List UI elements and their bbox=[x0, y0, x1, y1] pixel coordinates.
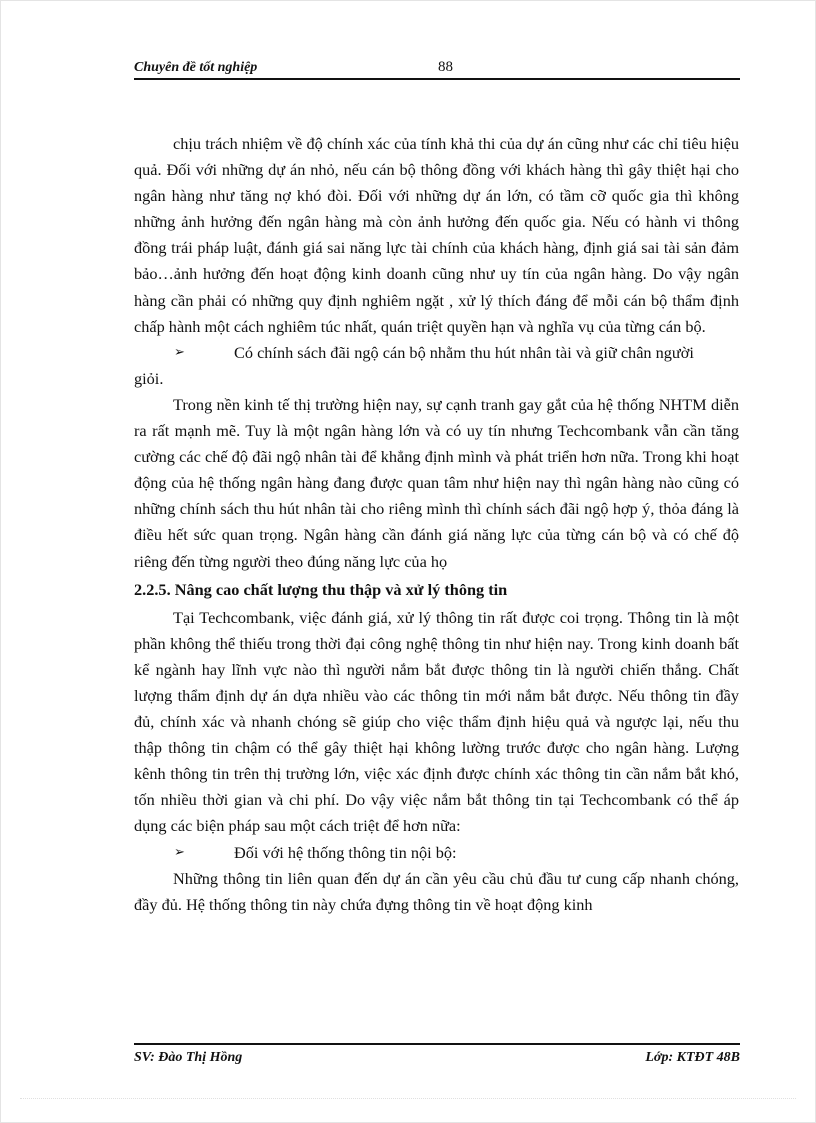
footer-class: Lớp: KTĐT 48B bbox=[645, 1050, 740, 1065]
paragraph-competition: Trong nền kinh tế thị trường hiện nay, sự cạnh tranh gay gắt của hệ thống NHTM diễn ra rất mạnh mẽ. Tuy là một ngân hàng lớn và có uy tín nhưng Techcombank vẫn cần tăng cường các chế độ đãi ngộ nhân tài để khẳng định mình và phát triển hơn nữa. Trong khi hoạt động của hệ thống ngân hàng đang được quan tâm như hiện nay thì ngân hàng nào cũng có những chính sách thu hút nhân tài cho riêng mình thì chính sách đãi ngộ hợp ý, thỏa đáng là điều hết sức quan trọng. Ngân hàng cần đánh giá năng lực của từng cán bộ và có chế độ riêng đến từng người theo đúng năng lực của họ bbox=[134, 394, 739, 571]
bullet-text: Có chính sách đãi ngộ cán bộ nhằm thu hút nhân tài và giữ chân người bbox=[234, 342, 694, 362]
paragraph-project-info: Những thông tin liên quan đến dự án cần yêu cầu chủ đầu tư cung cấp nhanh chóng, đầy đủ. Hệ thống thông tin này chứa đựng thông tin về hoạt động kinh bbox=[134, 868, 739, 914]
page-header bbox=[134, 58, 740, 80]
bullet-item-incentive bbox=[134, 340, 739, 392]
header-title: Chuyên đề tốt nghiệp bbox=[134, 60, 258, 75]
footer-student: SV: Đào Thị Hồng bbox=[134, 1050, 243, 1065]
paragraph-information: Tại Techcombank, việc đánh giá, xử lý thông tin rất được coi trọng. Thông tin là một phần không thể thiếu trong thời đại công nghệ thông tin như hiện nay. Trong kinh doanh bất kể ngành hay lĩnh vực nào thì người nắm bắt được thông tin là người chiến thắng. Chất lượng thẩm định dự án dựa nhiều vào các thông tin mới nắm bắt được. Nếu thông tin đầy đủ, chính xác và nhanh chóng sẽ giúp cho việc thẩm định hiệu quả và ngược lại, nếu thu thập thông tin chậm có thể gây thiệt hại không lường trước được cho ngân hàng. Lượng kênh thông tin trên thị trường lớn, việc xác định được chính xác thông tin cần nắm bắt khó, tốn nhiều thời gian và chi phí. Do vậy việc nắm bắt thông tin tại Techcombank có thể áp dụng các biện pháp sau một cách triệt để hơn nữa: bbox=[134, 607, 739, 836]
arrow-bullet-icon: ➢ bbox=[174, 344, 185, 360]
bottom-dotted-line bbox=[20, 1098, 796, 1099]
section-heading: 2.2.5. Nâng cao chất lượng thu thập và xử lý thông tin bbox=[134, 579, 508, 599]
bullet-text: Đối với hệ thống thông tin nội bộ: bbox=[234, 842, 457, 862]
page-body bbox=[134, 131, 739, 918]
header-divider bbox=[134, 78, 740, 80]
bullet-item-internal-info bbox=[134, 840, 739, 866]
page-number: 88 bbox=[438, 59, 453, 75]
paragraph-responsibility: chịu trách nhiệm về độ chính xác của tính khả thi của dự án cũng như các chỉ tiêu hiệu quả. Đối với những dự án nhỏ, nếu cán bộ thông đồng với khách hàng thì gây thiệt hại cho ngân hàng như tăng nợ khó đòi. Đối với những dự án lớn, có tầm cỡ quốc gia thì không những ảnh hưởng đến ngân hàng mà còn ảnh hưởng đến quốc gia. Nếu có hành vi thông đồng trái pháp luật, đánh giá sai năng lực tài chính của khách hàng, định giá sai tài sản đảm bảo…ảnh hưởng đến hoạt động kinh doanh cũng như uy tín của ngân hàng. Do vậy ngân hàng cần phải có những quy định nghiêm ngặt , xử lý thích đáng để mỗi cán bộ thẩm định chấp hành một cách nghiêm túc nhất, quán triệt quyền hạn và nghĩa vụ của từng cán bộ. bbox=[134, 134, 739, 336]
page-footer bbox=[134, 1050, 740, 1072]
footer-divider bbox=[134, 1043, 740, 1045]
arrow-bullet-icon: ➢ bbox=[174, 844, 185, 860]
bullet-text-continuation: giỏi. bbox=[134, 368, 164, 388]
